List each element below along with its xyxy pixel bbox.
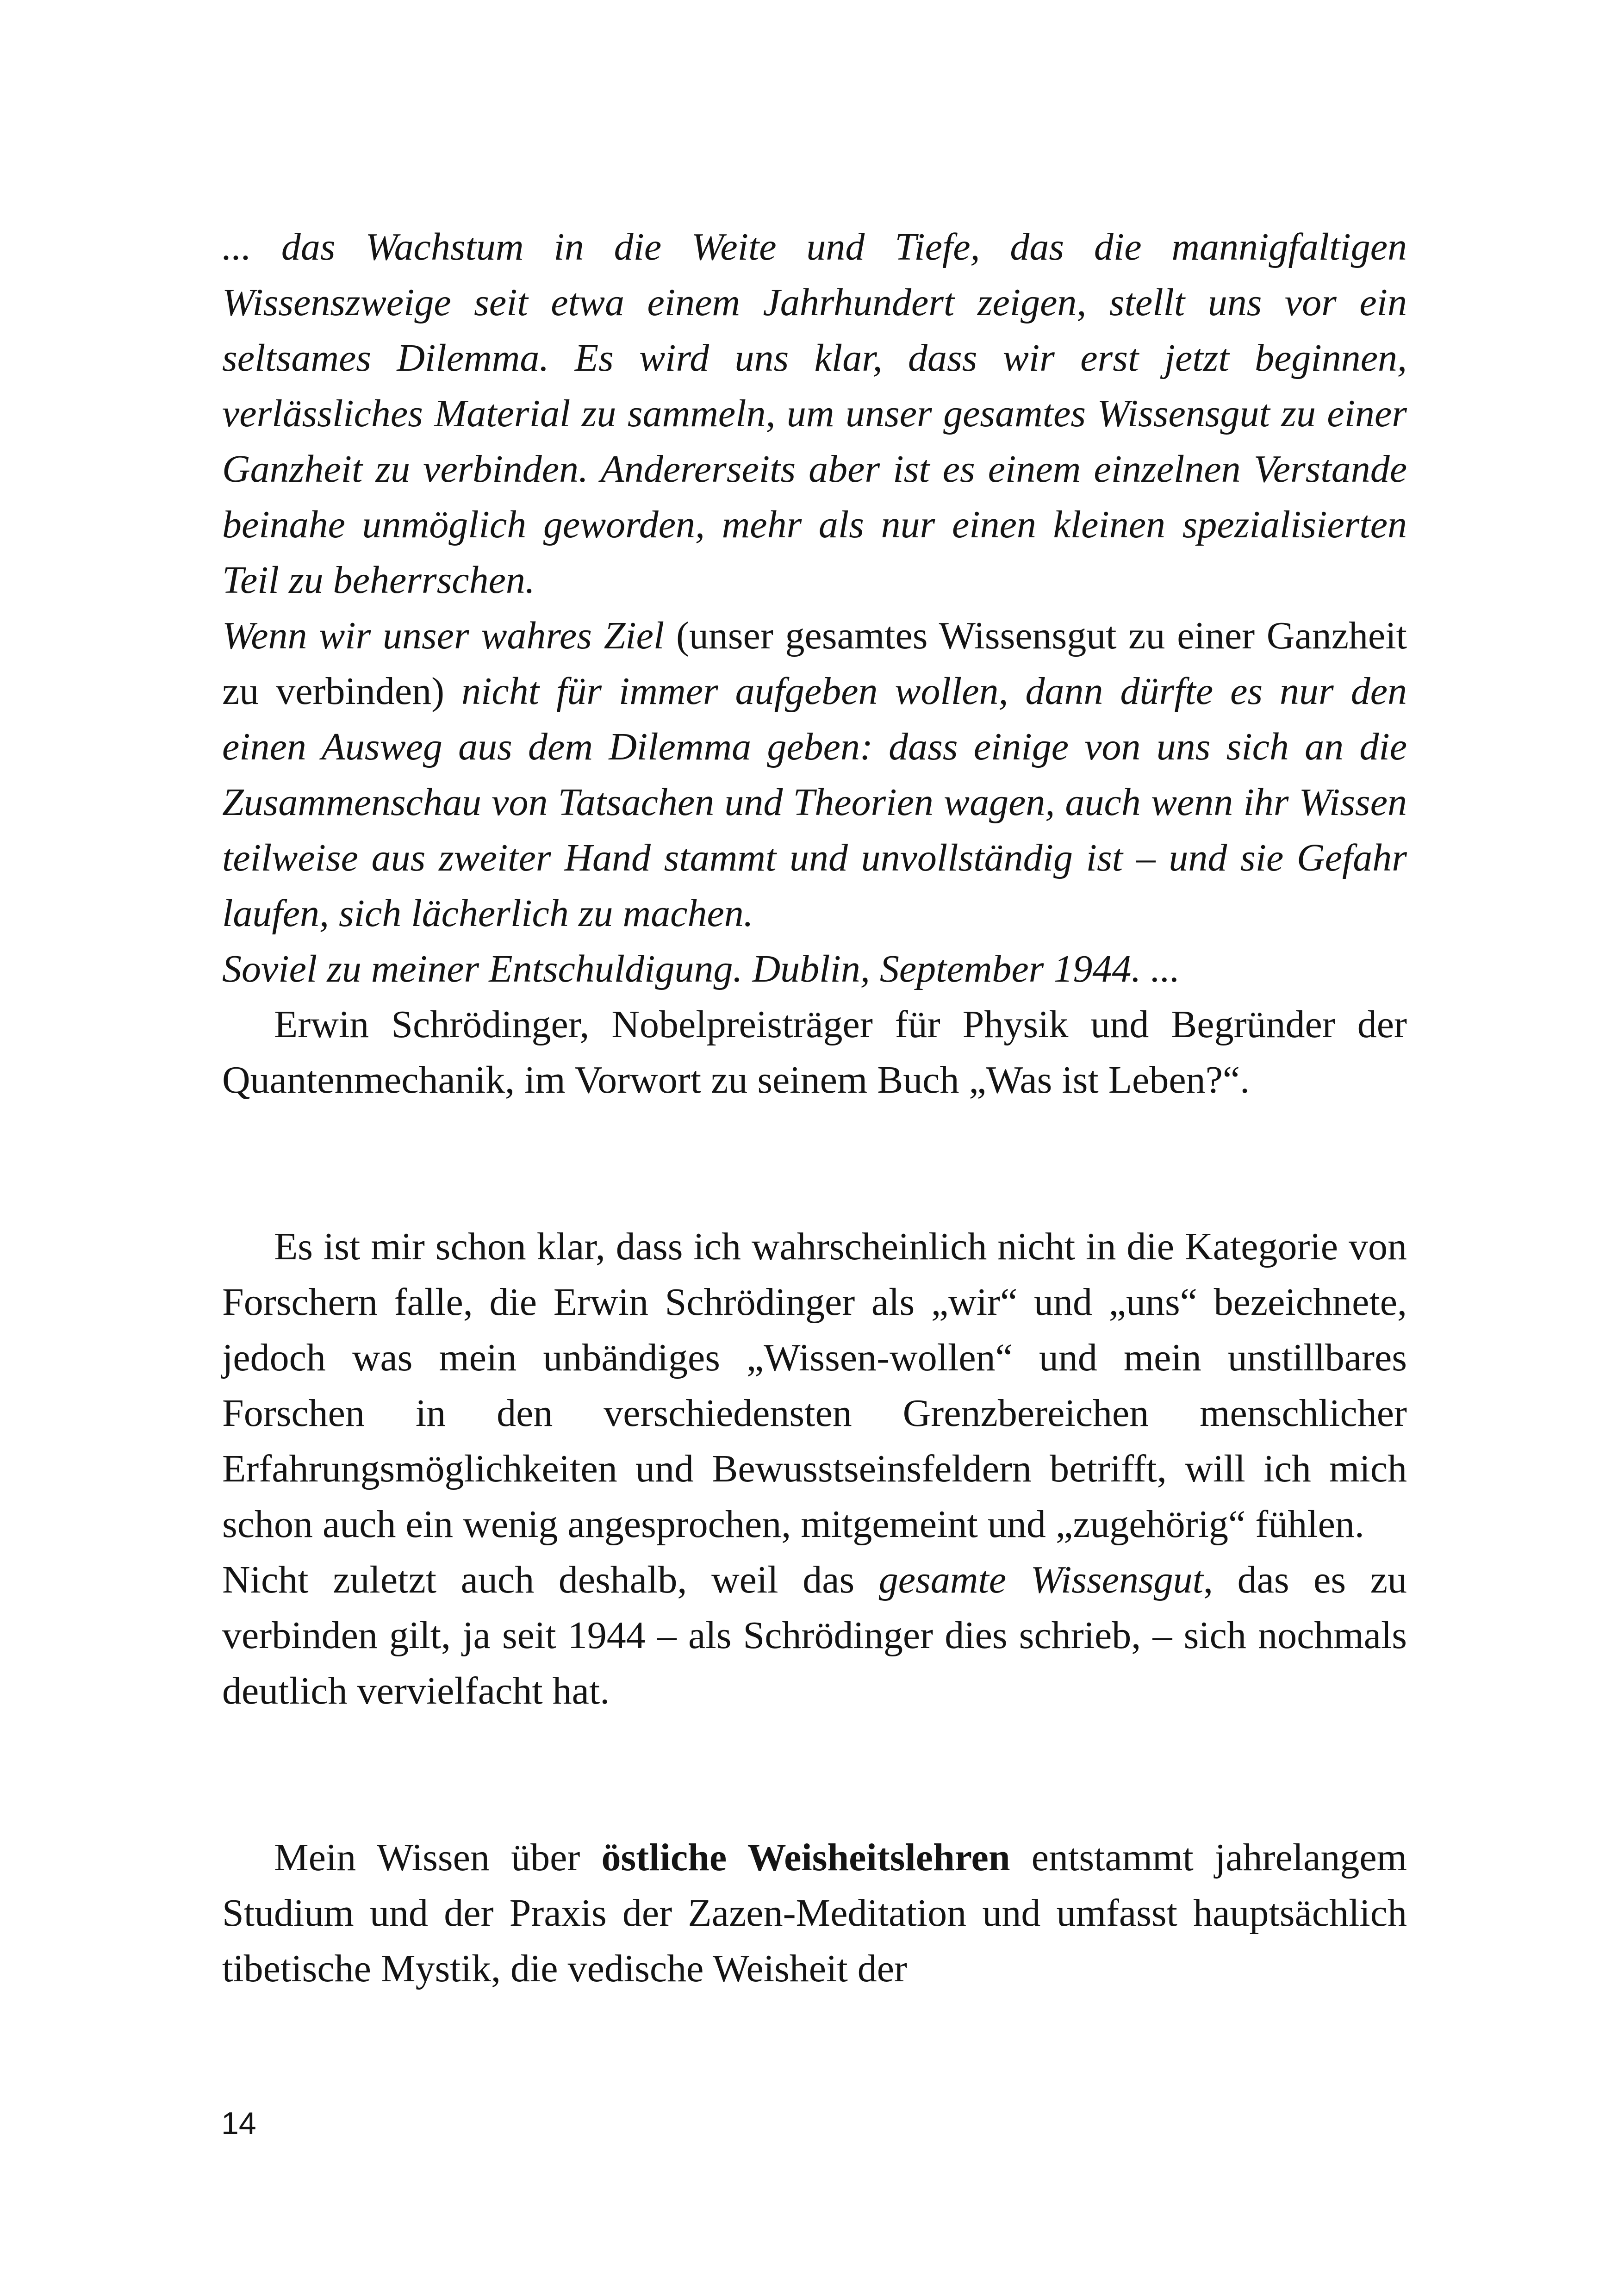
paragraph-2-italic: gesamte Wissensgut: [878, 1558, 1203, 1601]
quote-paragraph-2-roman: (unser gesamtes Wissensgut zu einer Ganzheit zu verbinden): [222, 614, 1407, 713]
paragraph-3: [222, 1830, 1407, 1997]
quote-block: [222, 219, 1407, 1108]
paragraph-2-after: , das es zu verbinden gilt, ja seit 1944 – als Schrödinger dies schrieb, – sich nochmals deutlich vervielfacht hat.: [222, 1558, 1407, 1712]
quote-paragraph-2-italic-b: nicht für immer aufgeben wollen, dann dürfte es nur den einen Ausweg aus dem Dilemma geben: dass einige von uns sich an die Zusammenschau von Tatsachen und Theorien wagen, auch wenn ihr Wissen teilweise aus zweiter Hand stammt und unvollständig ist – und sie Gefahr laufen, sich lächerlich zu machen.: [222, 670, 1407, 935]
body-block-1: [222, 1219, 1407, 1719]
quote-attribution: Erwin Schrödinger, Nobelpreisträger für Physik und Begründer der Quantenmechanik, im Vorwort zu seinem Buch „Was ist Leben?“.: [222, 1003, 1407, 1101]
quote-paragraph-1: ... das Wachstum in die Weite und Tiefe, das die mannigfaltigen Wissenszweige seit etwa einem Jahrhundert zeigen, stellt uns vor ein seltsames Dilemma. Es wird uns klar, dass wir erst jetzt beginnen, verlässliches Material zu sammeln, um unser gesamtes Wissensgut zu einer Ganzheit zu verbinden. Andererseits aber ist es einem einzelnen Verstande beinahe unmöglich geworden, mehr als nur einen kleinen spezialisierten Teil zu beherrschen.: [222, 225, 1407, 602]
paragraph-1: Es ist mir schon klar, dass ich wahrscheinlich nicht in die Kategorie von Forschern falle, die Erwin Schrödinger als „wir“ und „uns“ bezeichnete, jedoch was mein unbändiges „Wissen-wollen“ und mein unstillbares Forschen in den verschiedensten Grenzbereichen menschlicher Erfahrungsmöglichkeiten und Bewusstseinsfeldern betrifft, will ich mich schon auch ein wenig angesprochen, mitgemeint und „zugehörig“ fühlen.: [222, 1225, 1407, 1546]
quote-paragraph-3: Soviel zu meiner Entschuldigung. Dublin, September 1944. ...: [222, 947, 1180, 990]
paragraph-3-after: entstammt jahrelangem Studium und der Praxis der Zazen-Meditation und umfasst hauptsächlich tibetische Mystik, die vedische Weisheit der: [222, 1836, 1407, 1990]
paragraph-2: [222, 1552, 1407, 1719]
quote-paragraph-2-italic-a: Wenn wir unser wahres Ziel: [222, 614, 665, 657]
paragraph-3-before: Mein Wissen über: [274, 1836, 602, 1879]
body-block-2: [222, 1830, 1407, 1997]
paragraph-2-before: Nicht zuletzt auch deshalb, weil das: [222, 1558, 879, 1601]
page-number: 14: [221, 2106, 256, 2141]
quote-paragraph-2: [222, 608, 1407, 941]
paragraph-3-bold: östliche Weisheitslehren: [601, 1836, 1010, 1879]
